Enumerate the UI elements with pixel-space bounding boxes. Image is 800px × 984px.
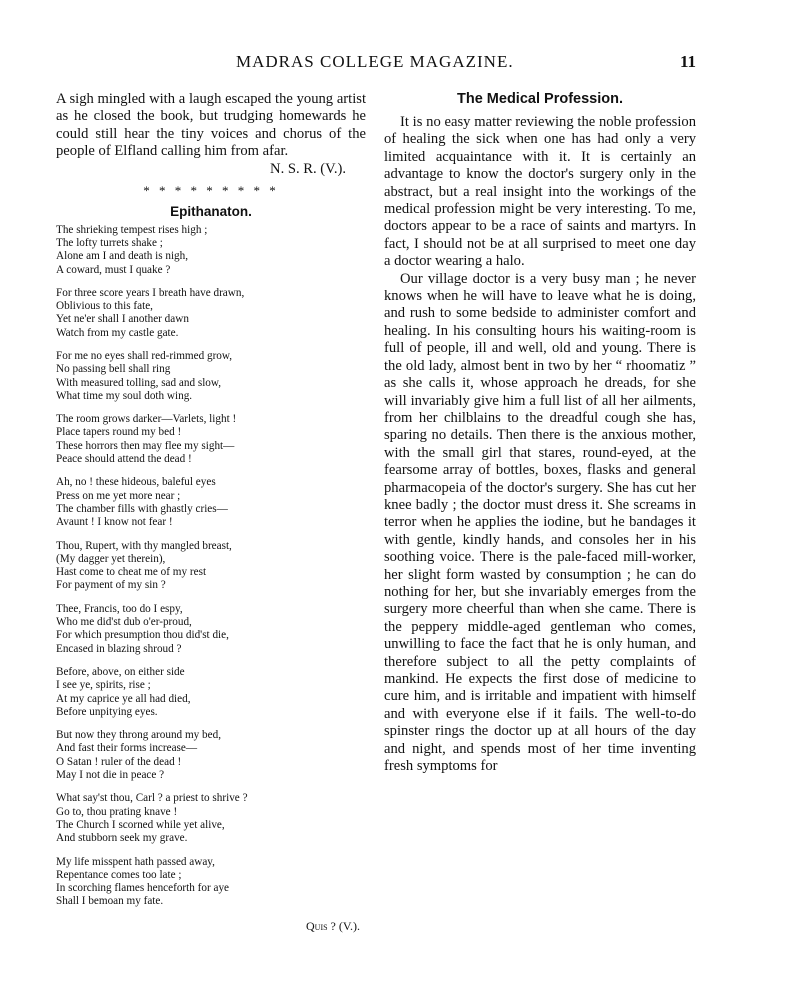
poem-line: Thee, Francis, too do I espy, [56, 602, 183, 615]
poem-line: No passing bell shall ring [56, 363, 171, 376]
poem-stanza [56, 476, 366, 529]
section-divider-stars: * * * * * * * * * [143, 182, 279, 198]
poem-line: The room grows darker—Varlets, light ! [56, 413, 237, 426]
poem-line: Peace should attend the dead ! [56, 453, 192, 466]
poem-stanza [56, 540, 366, 593]
poem-line: For payment of my sin ? [56, 579, 166, 592]
poem-line: The lofty turrets shake ; [56, 236, 163, 249]
poem-line: Ah, no ! these hideous, baleful eyes [56, 476, 216, 489]
poem-line: O Satan ! ruler of the dead ! [56, 755, 182, 768]
poem-line: At my caprice ye all had died, [56, 692, 191, 705]
poem-line: Before, above, on either side [56, 665, 185, 678]
poem-line: The shrieking tempest rises high ; [56, 223, 208, 236]
poem-line: For me no eyes shall red-rimmed grow, [56, 350, 233, 362]
poem-stanza [56, 729, 366, 782]
poem-line: Press on me yet more near ; [56, 489, 181, 502]
poem-stanza [56, 350, 366, 403]
poem-line: May I not die in peace ? [56, 769, 165, 782]
article-title: The Medical Profession. [457, 91, 623, 107]
poem-line: Repentance comes too late ; [56, 868, 182, 881]
poem-title: Epithanaton. [170, 203, 252, 219]
poem-line: Thou, Rupert, with thy mangled breast, [56, 539, 232, 552]
poem-line: In scorching flames henceforth for aye [56, 882, 230, 895]
story-closing-paragraph: A sigh mingled with a laugh escaped the young artist as he closed the book, but trudging homewards he could still hear the tiny voices and chorus of the people of Elfland calling him from afar. [56, 91, 366, 160]
page-number: 11 [680, 52, 697, 71]
poem-line: Shall I bemoan my fate. [56, 895, 164, 908]
article-paragraph: Our village doctor is a very busy man ; he never knows when he will have to leave what he is doing, and rush to some bedside to administer comfort and healing. In his consulting hours his waiting-room is full of people, ill and well, old and young. There is the old lady, almost bent in two by her “ rhoomatiz ” as she calls it, whose approach he dreads, for she will invariably give him a full list of all her ailments, from her chilblains to the dreadful cough she has, sparing no details. Then there is the anxious mother, with the small girl that stares, round-eyed, at the fearsome array of bottles, boxes, flasks and general pharmacopeia of the doctor's surgery. She has cut her knee badly ; the doctor must dress it. She screams in terror when he applies the iodine, but he bandages it with gentle, kindly hands, and consoles her in his soothing voice. There is the pale-faced mill-worker, her slight form wasted by consumption ; he can do nothing for her, but she invariably emerges from the surgery more cheerful than when she came. There is the peppery middle-aged gentleman who comes, unwilling to face the fact that he is only human, and therefore subject to all the petty complaints of mankind. He expects the first dose of medicine to cure him, and is irritable and impatient with himself and with everyone else if it fails. The well-to-do spinster rings the doctor up at all hours of the day and night, and spends most of her time inventing fresh symptoms for [384, 270, 696, 775]
magazine-title: MADRAS COLLEGE MAGAZINE. [236, 52, 514, 71]
poem-line: Hast come to cheat me of my rest [56, 566, 207, 579]
poem-line: A coward, must I quake ? [56, 263, 171, 276]
right-column [384, 91, 696, 775]
poem-line: I see ye, spirits, rise ; [56, 679, 151, 692]
poem-line: For three score years I breath have drawn, [56, 286, 245, 299]
poem-signature: Quis ? (V.). [306, 918, 360, 933]
poem-stanza [56, 666, 366, 719]
poem-line: With measured tolling, sad and slow, [56, 376, 222, 389]
poem-line: Encased in blazing shroud ? [56, 642, 182, 655]
poem-line: The chamber fills with ghastly cries— [56, 502, 228, 515]
poem-stanza [56, 792, 366, 845]
poem-stanza [56, 224, 366, 277]
poem-stanza [56, 287, 366, 340]
story-signature: N. S. R. (V.). [270, 160, 346, 177]
poem-line: And stubborn seek my grave. [56, 832, 188, 845]
poem-line: And fast their forms increase— [56, 742, 198, 755]
poem-stanza [56, 856, 366, 909]
poem-line: For which presumption thou did'st die, [56, 629, 229, 642]
poem-line: What time my soul doth wing. [56, 389, 193, 402]
poem-line: Oblivious to this fate, [56, 300, 153, 313]
poem-line: But now they throng around my bed, [56, 729, 221, 742]
poem-line: Avaunt ! I know not fear ! [56, 516, 173, 529]
poem-line: Go to, thou prating knave ! [56, 805, 178, 818]
poem-line: These horrors then may flee my sight— [56, 439, 235, 452]
poem-line: Yet ne'er shall I another dawn [56, 313, 189, 326]
poem-line: Alone am I and death is nigh, [56, 250, 189, 263]
poem-line: Place tapers round my bed ! [56, 426, 182, 439]
poem-body [56, 224, 366, 909]
article-paragraph: It is no easy matter reviewing the noble profession of healing the sick when one has had only a very limited acquaintance with it. It is certainly an advantage to know the doctor's surgery only in the abstract, but a real insight into the workings of the medical profession might be very interesting. To me, doctors appear to be a race of saints and martyrs. In fact, I should not be at all surprised to meet one day a doctor wearing a halo. [384, 114, 696, 270]
poem-line: What say'st thou, Carl ? a priest to shrive ? [56, 792, 248, 805]
poem-line: My life misspent hath passed away, [56, 855, 215, 868]
poem-line: Before unpitying eyes. [56, 705, 158, 718]
poem-line: The Church I scorned while yet alive, [56, 818, 225, 831]
left-column [56, 91, 366, 933]
poem-line: (My dagger yet therein), [56, 552, 166, 565]
poem-stanza [56, 603, 366, 656]
poem-stanza [56, 413, 366, 466]
poem-line: Who me did'st dub o'er-proud, [56, 616, 192, 629]
poem-line: Watch from my castle gate. [56, 326, 179, 339]
page-header [0, 52, 800, 80]
